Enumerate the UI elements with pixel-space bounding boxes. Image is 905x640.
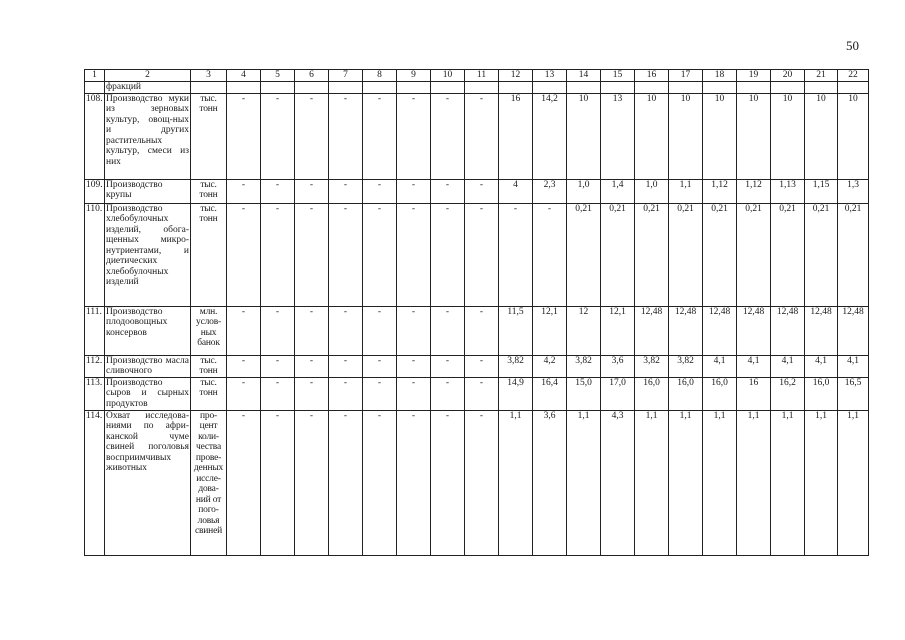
value-cell: - [295,377,329,410]
value-cell: - [465,306,499,355]
continuation-row [85,82,869,94]
value-cell: - [261,355,295,377]
value-cell: 16 [737,377,771,410]
value-cell: - [295,179,329,203]
unit-of-measure: тыс. тонн [191,355,227,377]
value-cell: - [397,377,431,410]
value-cell: 0,21 [771,203,805,306]
value-cell: - [363,179,397,203]
value-cell: - [329,203,363,306]
value-cell: 14,2 [533,93,567,179]
value-cell: 16,2 [771,377,805,410]
value-cell: 12,48 [771,306,805,355]
indicator-name: Производство хлебобулочных изделий, обога-щенных микро-нутриентами, и диетических хлебобулочных изделий [105,203,191,306]
value-cell: - [499,203,533,306]
column-header: 20 [771,70,805,82]
value-cell: 10 [771,93,805,179]
empty-cell [431,82,465,94]
indicator-name: Охват исследова-ниями по афри-канской чуме свиней поголовья восприимчивых животных [105,410,191,555]
page-number: 50 [846,38,859,53]
value-cell: 1,1 [838,410,869,555]
value-cell: - [431,355,465,377]
indicator-name: Производство сыров и сырных продуктов [106,377,189,409]
value-cell: 4,1 [703,355,737,377]
value-cell: 12,48 [703,306,737,355]
value-cell: 4,1 [838,355,869,377]
value-cell: 10 [635,93,669,179]
value-cell: - [329,410,363,555]
value-cell: 1,3 [838,179,869,203]
table-row [85,179,869,203]
value-cell: - [431,306,465,355]
value-cell: - [465,203,499,306]
table-row [85,203,869,306]
value-cell: - [431,93,465,179]
value-cell: - [397,203,431,306]
unit-of-measure: тыс. тонн [191,203,227,306]
value-cell: - [295,410,329,555]
value-cell: 1,1 [499,410,533,555]
empty-cell [771,82,805,94]
value-cell: - [431,377,465,410]
value-cell: - [363,377,397,410]
value-cell: - [227,179,261,203]
column-header: 15 [601,70,635,82]
value-cell: 10 [737,93,771,179]
value-cell: 13 [601,93,635,179]
value-cell: 0,21 [635,203,669,306]
value-cell: - [431,203,465,306]
column-header: 9 [397,70,431,82]
column-header: 3 [191,70,227,82]
value-cell: - [363,93,397,179]
row-number: 110. [85,203,105,306]
row-number: 109. [85,179,105,203]
value-cell: - [363,306,397,355]
unit-of-measure: про-цент коли-чества прове-денных иссле-дова-ний от пого-ловья свиней [191,410,227,555]
empty-cell [295,82,329,94]
column-header: 4 [227,70,261,82]
table-row [85,377,869,410]
header-row [85,70,869,82]
value-cell: 0,21 [669,203,703,306]
column-header: 22 [838,70,869,82]
empty-cell [838,82,869,94]
value-cell: - [295,93,329,179]
value-cell: - [261,203,295,306]
value-cell: 0,21 [737,203,771,306]
column-header: 1 [85,70,105,82]
row-number: 111. [85,306,105,355]
column-header: 17 [669,70,703,82]
empty-cell [397,82,431,94]
column-header: 10 [431,70,465,82]
value-cell: 10 [567,93,601,179]
value-cell: - [227,93,261,179]
value-cell: - [295,203,329,306]
value-cell: - [397,410,431,555]
value-cell: - [227,306,261,355]
value-cell: - [227,410,261,555]
value-cell: 0,21 [838,203,869,306]
value-cell: 1,0 [567,179,601,203]
value-cell: - [397,355,431,377]
column-header: 14 [567,70,601,82]
value-cell: 1,1 [567,410,601,555]
column-header: 2 [105,70,191,82]
value-cell: 3,82 [499,355,533,377]
value-cell: 12,48 [805,306,838,355]
value-cell: 16,5 [838,377,869,410]
value-cell: - [397,179,431,203]
row-number: 114. [85,410,105,555]
value-cell: - [329,306,363,355]
empty-cell [533,82,567,94]
column-header: 5 [261,70,295,82]
value-cell: 1,1 [669,410,703,555]
value-cell: 1,12 [737,179,771,203]
empty-cell [499,82,533,94]
unit-of-measure: тыс. тонн [191,179,227,203]
empty-cell [85,82,105,94]
continuation-text: фракций [105,82,191,94]
column-header: 16 [635,70,669,82]
value-cell: 12,1 [601,306,635,355]
value-cell: - [533,203,567,306]
value-cell: - [329,377,363,410]
value-cell: 16 [499,93,533,179]
value-cell: 1,4 [601,179,635,203]
column-header: 21 [805,70,838,82]
empty-cell [635,82,669,94]
value-cell: 0,21 [703,203,737,306]
value-cell: - [295,355,329,377]
value-cell: - [431,410,465,555]
value-cell: 10 [838,93,869,179]
value-cell: 12,48 [669,306,703,355]
value-cell: 12,48 [838,306,869,355]
value-cell: 1,1 [737,410,771,555]
value-cell: 1,12 [703,179,737,203]
column-header: 7 [329,70,363,82]
value-cell: 4,1 [737,355,771,377]
value-cell: 4,1 [805,355,838,377]
value-cell: - [261,306,295,355]
indicator-name: Производство масла сливочного [106,355,189,376]
value-cell: 12 [567,306,601,355]
value-cell: 17,0 [601,377,635,410]
unit-of-measure: тыс. тонн [191,377,227,410]
value-cell: - [465,377,499,410]
value-cell: 4,2 [533,355,567,377]
value-cell: - [227,355,261,377]
value-cell: 1,1 [669,179,703,203]
value-cell: 3,82 [669,355,703,377]
value-cell: 10 [703,93,737,179]
row-number: 112. [85,355,105,377]
empty-cell [329,82,363,94]
indicator-name: Производство крупы [105,179,191,203]
data-table [84,69,869,556]
value-cell: - [329,179,363,203]
row-number: 113. [85,377,105,410]
empty-cell [261,82,295,94]
empty-cell [601,82,635,94]
value-cell: - [397,306,431,355]
unit-of-measure: тыс. тонн [191,93,227,179]
value-cell: - [397,93,431,179]
column-header: 19 [737,70,771,82]
empty-cell [363,82,397,94]
column-header: 11 [465,70,499,82]
empty-cell [567,82,601,94]
value-cell: 1,1 [805,410,838,555]
value-cell: 4 [499,179,533,203]
value-cell: - [465,179,499,203]
column-header: 6 [295,70,329,82]
value-cell: 16,0 [669,377,703,410]
empty-cell [703,82,737,94]
value-cell: 12,48 [737,306,771,355]
value-cell: - [227,377,261,410]
table-row [85,93,869,179]
empty-cell [227,82,261,94]
value-cell: 16,0 [805,377,838,410]
table-row [85,306,869,355]
empty-cell [805,82,838,94]
value-cell: 16,4 [533,377,567,410]
value-cell: 0,21 [567,203,601,306]
empty-cell [669,82,703,94]
column-header: 8 [363,70,397,82]
value-cell: 10 [669,93,703,179]
table-row [85,410,869,555]
value-cell: - [363,410,397,555]
value-cell: - [363,355,397,377]
empty-cell [465,82,499,94]
value-cell: 10 [805,93,838,179]
value-cell: - [329,93,363,179]
value-cell: 0,21 [805,203,838,306]
value-cell: - [465,93,499,179]
value-cell: 4,3 [601,410,635,555]
value-cell: 16,0 [635,377,669,410]
indicator-name: Производство муки из зерновых культур, овощ-ных и других растительных культур, смеси из них [105,93,191,179]
value-cell: 1,15 [805,179,838,203]
row-number: 108. [85,93,105,179]
value-cell: 3,82 [635,355,669,377]
value-cell: 3,82 [567,355,601,377]
value-cell: 1,1 [703,410,737,555]
column-header: 18 [703,70,737,82]
value-cell: - [261,93,295,179]
value-cell: - [465,410,499,555]
value-cell: 0,21 [601,203,635,306]
value-cell: 12,48 [635,306,669,355]
value-cell: 11,5 [499,306,533,355]
value-cell: 1,1 [635,410,669,555]
value-cell: 15,0 [567,377,601,410]
value-cell: - [261,377,295,410]
value-cell: - [261,410,295,555]
column-header: 13 [533,70,567,82]
value-cell: - [465,355,499,377]
value-cell: 1,0 [635,179,669,203]
value-cell: - [329,355,363,377]
value-cell: - [431,179,465,203]
value-cell: 2,3 [533,179,567,203]
value-cell: 1,1 [771,410,805,555]
value-cell: 16,0 [703,377,737,410]
empty-cell [737,82,771,94]
empty-cell [191,82,227,94]
value-cell: 3,6 [601,355,635,377]
column-header: 12 [499,70,533,82]
value-cell: - [295,306,329,355]
value-cell: 12,1 [533,306,567,355]
value-cell: - [261,179,295,203]
table-row [85,355,869,377]
value-cell: - [227,203,261,306]
value-cell: 4,1 [771,355,805,377]
indicator-name: Производство плодоовощных консервов [105,306,191,355]
value-cell: - [363,203,397,306]
value-cell: 1,13 [771,179,805,203]
value-cell: 3,6 [533,410,567,555]
unit-of-measure: млн. услов-ных банок [191,306,227,355]
value-cell: 14,9 [499,377,533,410]
